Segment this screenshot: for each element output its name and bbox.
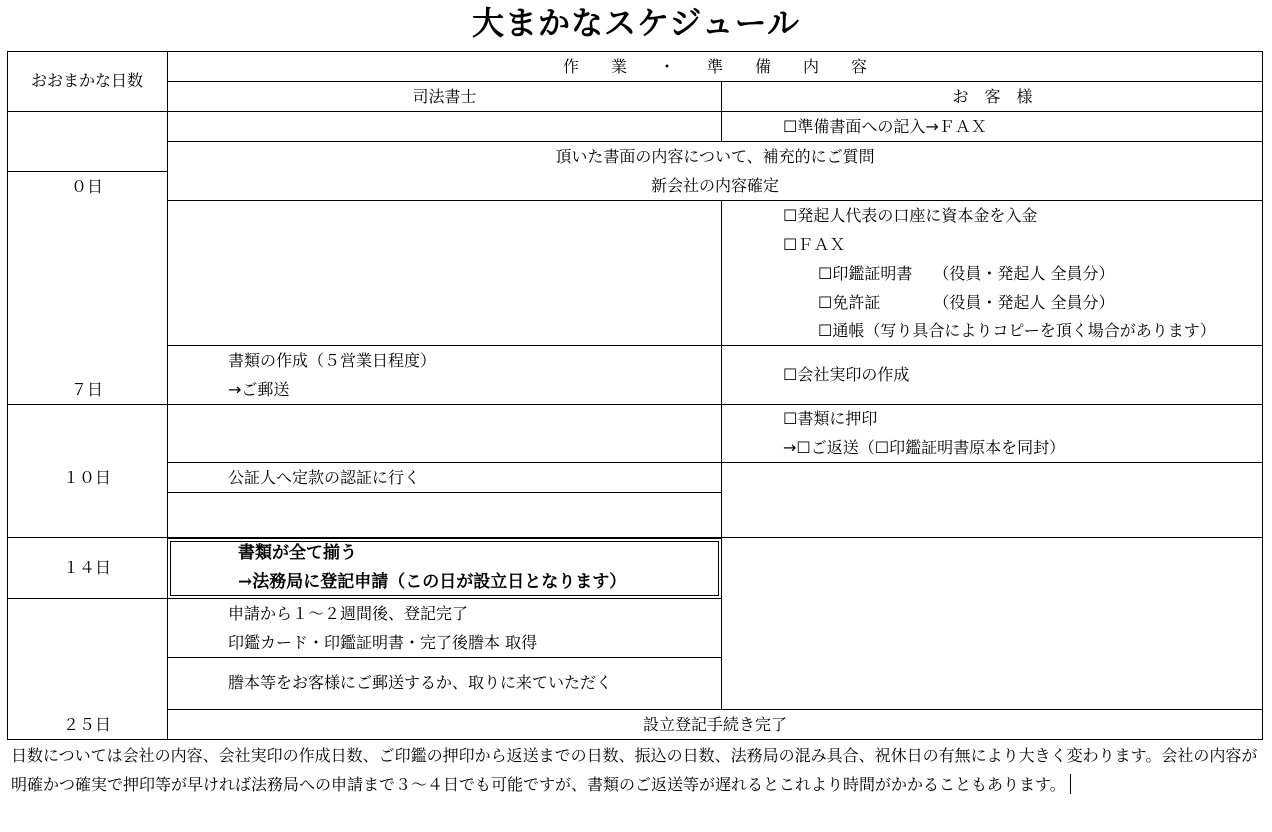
task-item: →ご郵送	[228, 380, 290, 399]
table-rule	[721, 200, 722, 709]
task-item-emphasis: 書類が全て揃う	[238, 543, 357, 563]
shared-task-item: 設立登記手続き完了	[642, 715, 787, 734]
day-label: ０日	[70, 177, 103, 196]
footnote-text: 日数については会社の内容、会社実印の作成日数、ご印鑑の押印から返送までの日数、振込の日数、法務局の混み具合、祝休日の有無により大きく変わります。会社の内容が明確かつ確実で押印等が早ければ法務局への申請まで３～４日でも可能ですが、書類のご返送等が遅れるとこれより時間がかかることもあります。	[11, 746, 1258, 794]
task-item: 印鑑カード・印鑑証明書・完了後謄本 取得	[228, 633, 538, 652]
task-item: 申請から１～２週間後、登記完了	[228, 604, 469, 623]
days-column-header: おおまかな日数	[30, 71, 143, 90]
table-rule	[7, 598, 167, 599]
task-subitem: ☐免許証 （役員・発起人 全員分）	[818, 293, 1115, 312]
task-item: ☐ＦＡＸ	[783, 235, 846, 254]
task-item: 公証人へ定款の認証に行く	[228, 468, 421, 487]
table-rule	[167, 200, 1263, 201]
page-title: 大まかなスケジュール	[471, 4, 801, 42]
task-subitem: ☐印鑑証明書 （役員・発起人 全員分）	[818, 264, 1115, 283]
task-item: 謄本等をお客様にご郵送するか、取りに来ていただく	[228, 673, 613, 692]
task-item: →☐ご返送（☐印鑑証明書原本を同封）	[783, 438, 1066, 457]
text-cursor	[1070, 774, 1071, 794]
shared-task-item: 頂いた書面の内容について、補充的にご質問	[555, 147, 875, 166]
task-item: ☐会社実印の作成	[783, 365, 910, 384]
work-column-header: 作 業 ・ 準 備 内 容	[562, 57, 867, 76]
task-item: ☐発起人代表の口座に資本金を入金	[783, 206, 1038, 225]
shared-task-item: 新会社の内容確定	[650, 176, 779, 195]
scrivener-column-header: 司法書士	[412, 87, 477, 106]
table-rule	[7, 404, 1263, 405]
day-label: １４日	[62, 558, 111, 577]
footnote[interactable]	[11, 741, 1261, 799]
task-subitem: ☐通帳（写り具合によりコピーを頂く場合があります）	[818, 321, 1216, 340]
day-label: ２５日	[62, 715, 111, 734]
day-label: １０日	[62, 468, 111, 487]
day-label: ７日	[70, 380, 103, 399]
table-rule	[7, 111, 1263, 112]
task-item-emphasis: →法務局に登記申請（この日が設立日となります）	[238, 572, 627, 592]
client-column-header: お 客 様	[952, 87, 1033, 106]
table-rule	[167, 657, 722, 658]
task-item: ☐準備書面への記入→ＦＡＸ	[783, 117, 987, 136]
task-item: ☐書類に押印	[783, 409, 878, 428]
table-rule	[167, 492, 722, 493]
task-item: 書類の作成（５営業日程度）	[228, 351, 437, 370]
table-rule	[7, 739, 1263, 740]
